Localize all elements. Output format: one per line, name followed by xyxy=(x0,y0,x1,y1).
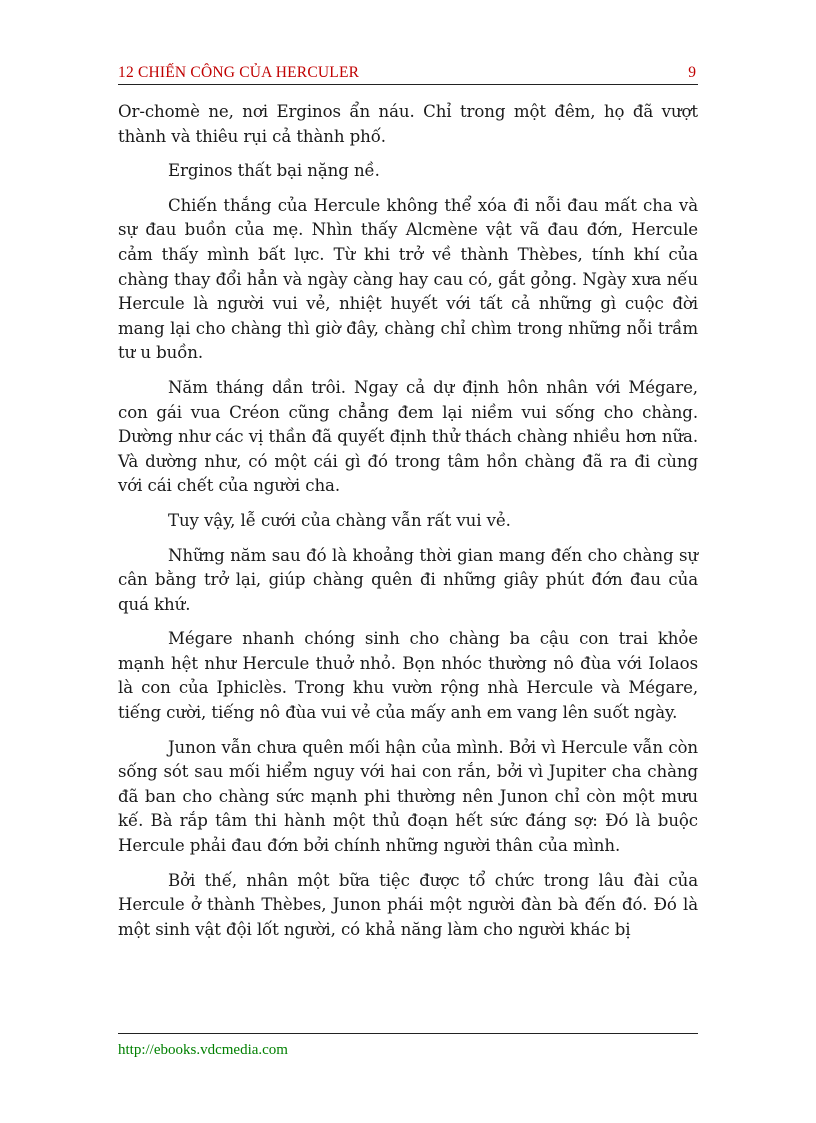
paragraph: Bởi thế, nhân một bữa tiệc được tổ chức trong lâu đài của Hercule ở thành Thèbes, Junon phái một người đàn bà đến đó. Đó là một sinh vật đội lốt người, có khả năng làm cho người khác bị xyxy=(118,870,698,939)
book-title: 12 CHIẾN CÔNG CỦA HERCULER xyxy=(118,64,360,81)
paragraph: Mégare nhanh chóng sinh cho chàng ba cậu con trai khỏe mạnh hệt như Hercule thuở nhỏ. Bọn nhóc thường nô đùa với Iolaos là con của Iphiclès. Trong khu vườn rộng nhà Hercule và Mégare, tiếng cười, tiếng nô đùa vui vẻ của mấy anh em vang lên suốt ngày. xyxy=(118,629,698,723)
paragraph: Tuy vậy, lễ cưới của chàng vẫn rất vui vẻ. xyxy=(168,510,511,530)
paragraph: Năm tháng dần trôi. Ngay cả dự định hôn nhân với Mégare, con gái vua Créon cũng chẳng đem lại niềm vui sống cho chàng. Dường như các vị thần đã quyết định thử thách chàng nhiều hơn nữa. Và dường như, có một cái gì đó trong tâm hồn chàng đã ra đi cùng với cái chết của người cha. xyxy=(118,377,698,496)
page-number: 9 xyxy=(688,64,696,81)
page-footer xyxy=(118,1033,698,1059)
page-body xyxy=(118,100,698,952)
paragraph: Or-chomè ne, nơi Erginos ẩn náu. Chỉ trong một đêm, họ đã vượt thành và thiêu rụi cả thành phố. xyxy=(118,102,698,146)
paragraph: Chiến thắng của Hercule không thể xóa đi nỗi đau mất cha và sự đau buồn của mẹ. Nhìn thấy Alcmène vật vã đau đớn, Hercule cảm thấy mình bất lực. Từ khi trở về thành Thèbes, tính khí của chàng thay đổi hẳn và ngày càng hay cau có, gắt gỏng. Ngày xưa nếu Hercule là người vui vẻ, nhiệt huyết với tất cả những gì cuộc đời mang lại cho chàng thì giờ đây, chàng chỉ chìm trong những nỗi trầm tư u buồn. xyxy=(118,195,698,363)
paragraph: Những năm sau đó là khoảng thời gian mang đến cho chàng sự cân bằng trở lại, giúp chàng quên đi những giây phút đớn đau của quá khứ. xyxy=(118,545,698,614)
paragraph: Erginos thất bại nặng nề. xyxy=(168,161,380,181)
source-link[interactable]: http://ebooks.vdcmedia.com xyxy=(118,1042,288,1058)
paragraph: Junon vẫn chưa quên mối hận của mình. Bởi vì Hercule vẫn còn sống sót sau mối hiểm nguy với hai con rắn, bởi vì Jupiter cha chàng đã ban cho chàng sức mạnh phi thường nên Junon chỉ còn một mưu kế. Bà rắp tâm thi hành một thủ đoạn hết sức đáng sợ: Đó là buộc Hercule phải đau đớn bởi chính những người thân của mình. xyxy=(118,737,698,856)
page-header xyxy=(118,64,698,85)
